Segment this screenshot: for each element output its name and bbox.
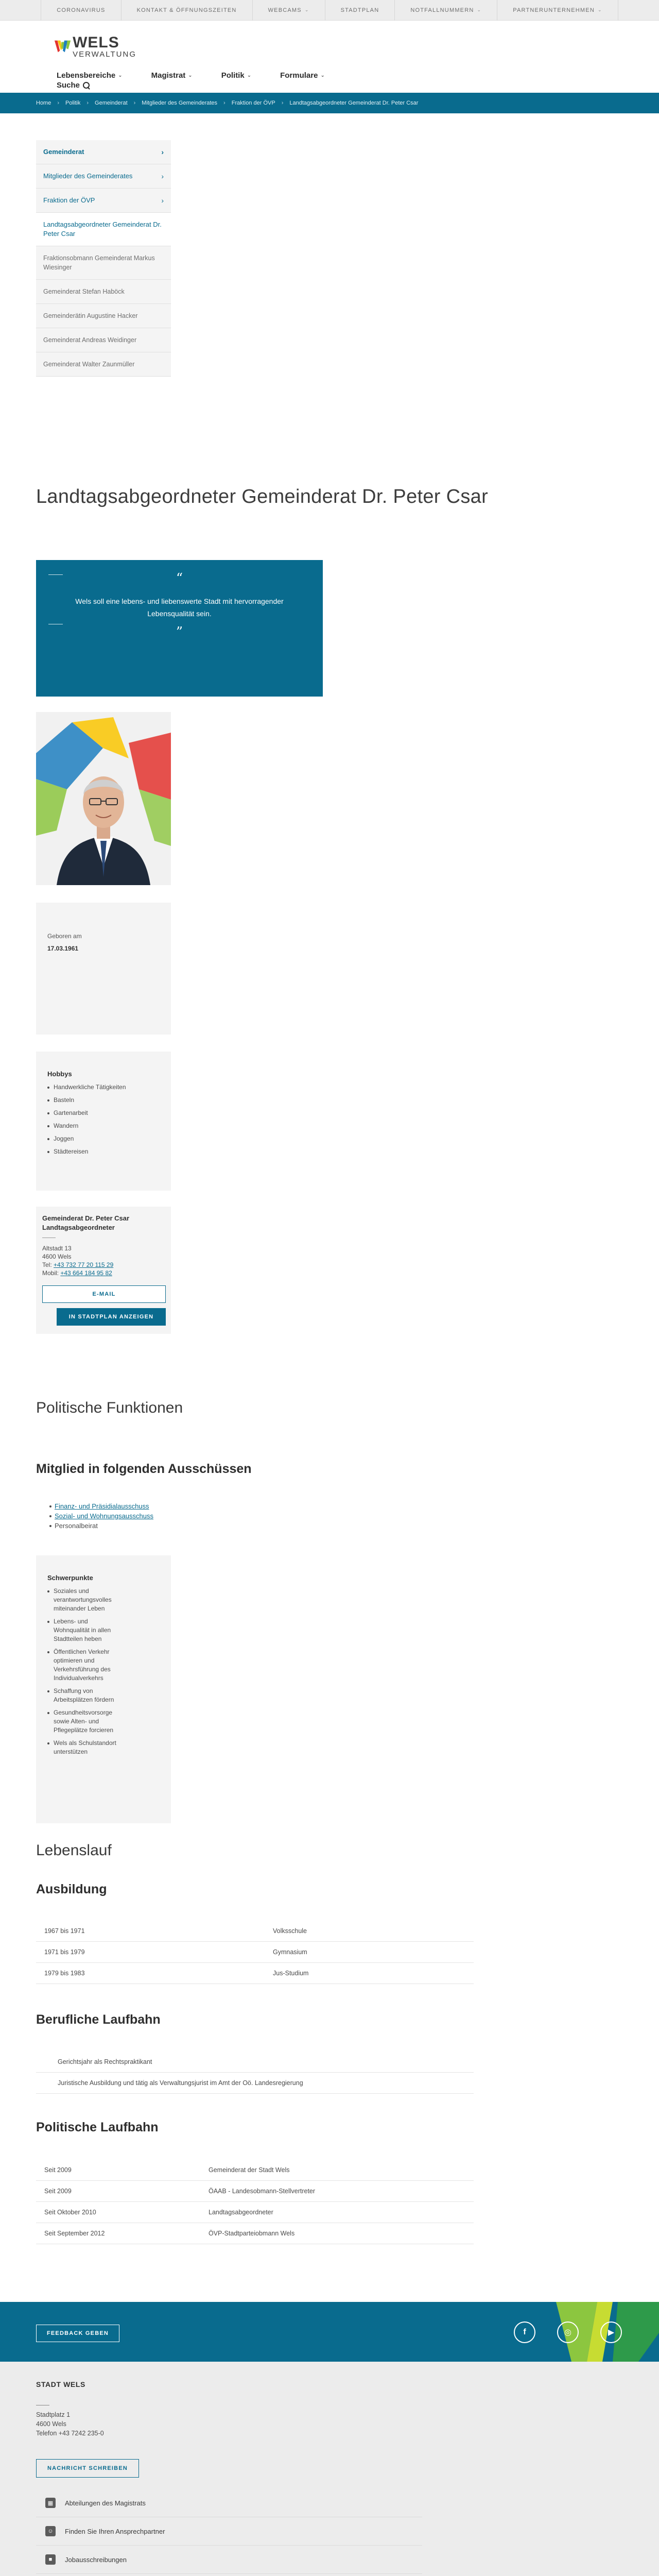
quote-open-icon: “	[176, 571, 183, 586]
breadcrumb	[0, 93, 659, 113]
instagram-icon[interactable]: ◎	[557, 2321, 579, 2343]
committees-list	[55, 1501, 153, 1531]
topbar-link-partnerunternehmen[interactable]: PARTNERUNTERNEHMEN ⌄	[497, 0, 618, 21]
breadcrumb-gemeinderat[interactable]: Gemeinderat	[95, 100, 128, 106]
list-item: Öffentlichen Verkehr optimieren und Verkehrsführung des Individualverkehrs	[47, 1648, 125, 1683]
focus-title: Schwerpunkte	[47, 1574, 93, 1582]
table-row: 1971 bis 1979 Gymnasium	[36, 1942, 474, 1963]
table-row: Gerichtsjahr als Rechtspraktikant	[36, 2052, 474, 2073]
politics-table	[36, 2160, 474, 2244]
list-item: Schaffung von Arbeitsplätzen fördern	[47, 1687, 125, 1704]
career-heading: Berufliche Laufbahn	[36, 2012, 161, 2027]
breadcrumb-home[interactable]: Home	[36, 100, 51, 106]
education-table	[36, 1921, 474, 1984]
search-button[interactable]: Suche	[57, 81, 90, 90]
decorative-shapes-icon	[535, 2302, 659, 2362]
career-table	[36, 2052, 474, 2094]
table-row: Seit September 2012 ÖVP-Stadtparteiobmann Wels	[36, 2223, 474, 2244]
table-row: 1967 bis 1971 Volksschule	[36, 1921, 474, 1942]
table-row: Juristische Ausbildung und tätig als Verwaltungsjurist im Amt der Oö. Landesregierung	[36, 2073, 474, 2094]
contact-city: 4600 Wels	[42, 1253, 72, 1260]
focus-list	[47, 1587, 125, 1756]
section-navigation	[36, 140, 171, 377]
list-item: Lebens- und Wohnqualität in allen Stadtteilen heben	[47, 1617, 125, 1643]
breadcrumb-mitglieder[interactable]: Mitglieder des Gemeinderates	[142, 100, 218, 106]
logo-subtitle: VERWALTUNG	[73, 50, 136, 59]
breadcrumb-separator-icon: ›	[86, 100, 89, 106]
hobbies-title: Hobbys	[47, 1070, 72, 1078]
committee-personalbeirat: Personalbeirat	[55, 1521, 153, 1531]
contact-name: Gemeinderat Dr. Peter Csar	[42, 1214, 130, 1222]
footer-org-title: STADT WELS	[36, 2380, 85, 2388]
table-row: Seit Oktober 2010 Landtagsabgeordneter	[36, 2202, 474, 2223]
committees-heading: Mitglied in folgenden Ausschüssen	[36, 1462, 252, 1476]
chevron-right-icon: ›	[161, 172, 164, 180]
breadcrumb-current: Landtagsabgeordneter Gemeinderat Dr. Peter Csar	[289, 100, 419, 106]
nav-formulare[interactable]: Formulare ⌄	[280, 71, 325, 80]
committee-link-finanz[interactable]: Finanz- und Präsidialausschuss	[55, 1501, 153, 1511]
breadcrumb-separator-icon: ›	[57, 100, 60, 106]
breadcrumb-separator-icon: ›	[223, 100, 226, 106]
subnav-item-zaunmueller[interactable]: Gemeinderat Walter Zaunmüller	[36, 352, 171, 377]
list-item: Basteln	[47, 1096, 160, 1105]
nav-magistrat[interactable]: Magistrat ⌄	[151, 71, 193, 80]
service-link-melde[interactable]	[36, 2574, 422, 2576]
chevron-down-icon: ⌄	[188, 73, 193, 78]
birth-card	[36, 903, 171, 1035]
list-item: Gesundheitsvorsorge sowie Alten- und Pflegeplätze forcieren	[47, 1708, 125, 1735]
footer-main	[0, 2362, 659, 2576]
focus-card	[36, 1555, 171, 1823]
subnav-item-weidinger[interactable]: Gemeinderat Andreas Weidinger	[36, 328, 171, 352]
service-link-ansprechpartner[interactable]: ☺ Finden Sie Ihren Ansprechpartner	[36, 2517, 422, 2546]
chevron-down-icon: ⌄	[304, 7, 309, 12]
table-row: Seit 2009 Gemeinderat der Stadt Wels	[36, 2160, 474, 2181]
education-heading: Ausbildung	[36, 1882, 107, 1896]
hobbies-card	[36, 1052, 171, 1191]
logo-name: WELS	[73, 34, 119, 51]
nav-lebensbereiche[interactable]: Lebensbereiche ⌄	[57, 71, 123, 80]
topbar-link-notfallnummern[interactable]: NOTFALLNUMMERN ⌄	[395, 0, 497, 21]
table-row: 1979 bis 1983 Jus-Studium	[36, 1963, 474, 1984]
list-item: Soziales und verantwortungsvolles miteinander Leben	[47, 1587, 125, 1613]
footer-services-list	[36, 2489, 422, 2576]
contact-mobile-line: Mobil: +43 664 184 95 82	[42, 1269, 112, 1277]
topbar-link-stadtplan[interactable]: STADTPLAN	[325, 0, 395, 21]
page-title: Landtagsabgeordneter Gemeinderat Dr. Peter Csar	[36, 486, 489, 507]
breadcrumb-separator-icon: ›	[133, 100, 136, 106]
show-on-map-button[interactable]: IN STADTPLAN ANZEIGEN	[57, 1308, 166, 1326]
subnav-item-hacker[interactable]: Gemeinderätin Augustine Hacker	[36, 304, 171, 328]
political-functions-heading: Politische Funktionen	[36, 1399, 183, 1416]
service-link-abteilungen[interactable]: ▦ Abteilungen des Magistrats	[36, 2489, 422, 2517]
quote-text: Wels soll eine lebens- und liebenswerte Stadt mit hervorragender Lebensqualität sein.	[75, 597, 284, 618]
list-item: Wels als Schulstandort unterstützen	[47, 1739, 125, 1756]
mobile-link[interactable]: +43 664 184 95 82	[60, 1269, 112, 1277]
hobbies-list	[47, 1083, 160, 1156]
wels-logo-icon	[54, 32, 72, 61]
facebook-icon[interactable]: f	[514, 2321, 535, 2343]
service-bar	[0, 0, 659, 21]
contact-phone-line: Tel: +43 732 77 20 115 29	[42, 1261, 114, 1268]
chevron-down-icon: ⌄	[320, 73, 325, 78]
nav-politik[interactable]: Politik ⌄	[221, 71, 252, 80]
list-item: Wandern	[47, 1122, 160, 1130]
list-item: Handwerkliche Tätigkeiten	[47, 1083, 160, 1092]
subnav-item-wiesinger[interactable]: Fraktionsobmann Gemeinderat Markus Wiesinger	[36, 246, 171, 280]
topbar-link-coronavirus[interactable]: CORONAVIRUS	[41, 0, 121, 21]
site-header	[0, 21, 659, 93]
list-item: Städtereisen	[47, 1147, 160, 1156]
phone-link[interactable]: +43 732 77 20 115 29	[54, 1261, 114, 1268]
chevron-down-icon: ⌄	[118, 73, 123, 78]
search-icon	[83, 82, 90, 89]
youtube-icon[interactable]: ▶	[600, 2321, 622, 2343]
list-item: Gartenarbeit	[47, 1109, 160, 1117]
cv-heading: Lebenslauf	[36, 1842, 112, 1859]
topbar-link-kontakt[interactable]: KONTAKT & ÖFFNUNGSZEITEN	[122, 0, 253, 21]
quote-box	[36, 560, 323, 697]
chevron-right-icon: ›	[161, 148, 164, 156]
subnav-item-mitglieder[interactable]: Mitglieder des Gemeinderates ›	[36, 164, 171, 189]
chevron-down-icon: ⌄	[477, 7, 482, 12]
write-message-button[interactable]: NACHRICHT SCHREIBEN	[36, 2459, 139, 2478]
feedback-button[interactable]: FEEDBACK GEBEN	[36, 2325, 119, 2342]
list-item: Joggen	[47, 1134, 160, 1143]
main-navigation	[57, 71, 325, 80]
site-logo[interactable]	[54, 32, 136, 68]
contact-card	[36, 1207, 171, 1334]
person-search-icon: ☺	[45, 2526, 56, 2536]
birth-label: Geboren am	[47, 933, 82, 940]
chevron-right-icon: ›	[161, 196, 164, 205]
table-row: Seit 2009 ÖAAB - Landesobmann-Stellvertreter	[36, 2181, 474, 2202]
briefcase-icon: ■	[45, 2554, 56, 2565]
portrait-image-icon	[36, 712, 171, 885]
breadcrumb-separator-icon: ›	[281, 100, 284, 106]
footer-band	[0, 2302, 659, 2362]
committee-link-sozial[interactable]: Sozial- und Wohnungsausschuss	[55, 1512, 153, 1520]
birth-date: 17.03.1961	[47, 945, 79, 952]
email-button[interactable]: E-MAIL	[42, 1285, 166, 1303]
breadcrumb-politik[interactable]: Politik	[65, 100, 81, 106]
contact-role: Landtagsabgeordneter	[42, 1224, 115, 1231]
quote-close-icon: ”	[176, 624, 183, 640]
topbar-link-webcams[interactable]: WEBCAMS ⌄	[253, 0, 325, 21]
politics-heading: Politische Laufbahn	[36, 2120, 159, 2134]
breadcrumb-fraktion[interactable]: Fraktion der ÖVP	[231, 100, 275, 106]
subnav-item-gemeinderat[interactable]: Gemeinderat ›	[36, 140, 171, 164]
subnav-item-haboeck[interactable]: Gemeinderat Stefan Haböck	[36, 280, 171, 304]
footer-address: Stadtplatz 1 4600 Wels Telefon +43 7242 235-0	[36, 2411, 104, 2437]
chevron-down-icon: ⌄	[597, 7, 602, 12]
portrait-photo	[36, 712, 171, 885]
subnav-item-fraktion-oevp[interactable]: Fraktion der ÖVP ›	[36, 189, 171, 213]
subnav-item-current[interactable]: Landtagsabgeordneter Gemeinderat Dr. Peter Csar	[36, 213, 171, 246]
building-icon: ▦	[45, 2498, 56, 2508]
contact-street: Altstadt 13	[42, 1245, 72, 1252]
chevron-down-icon: ⌄	[247, 73, 252, 78]
service-link-jobs[interactable]: ■ Jobausschreibungen	[36, 2546, 422, 2574]
